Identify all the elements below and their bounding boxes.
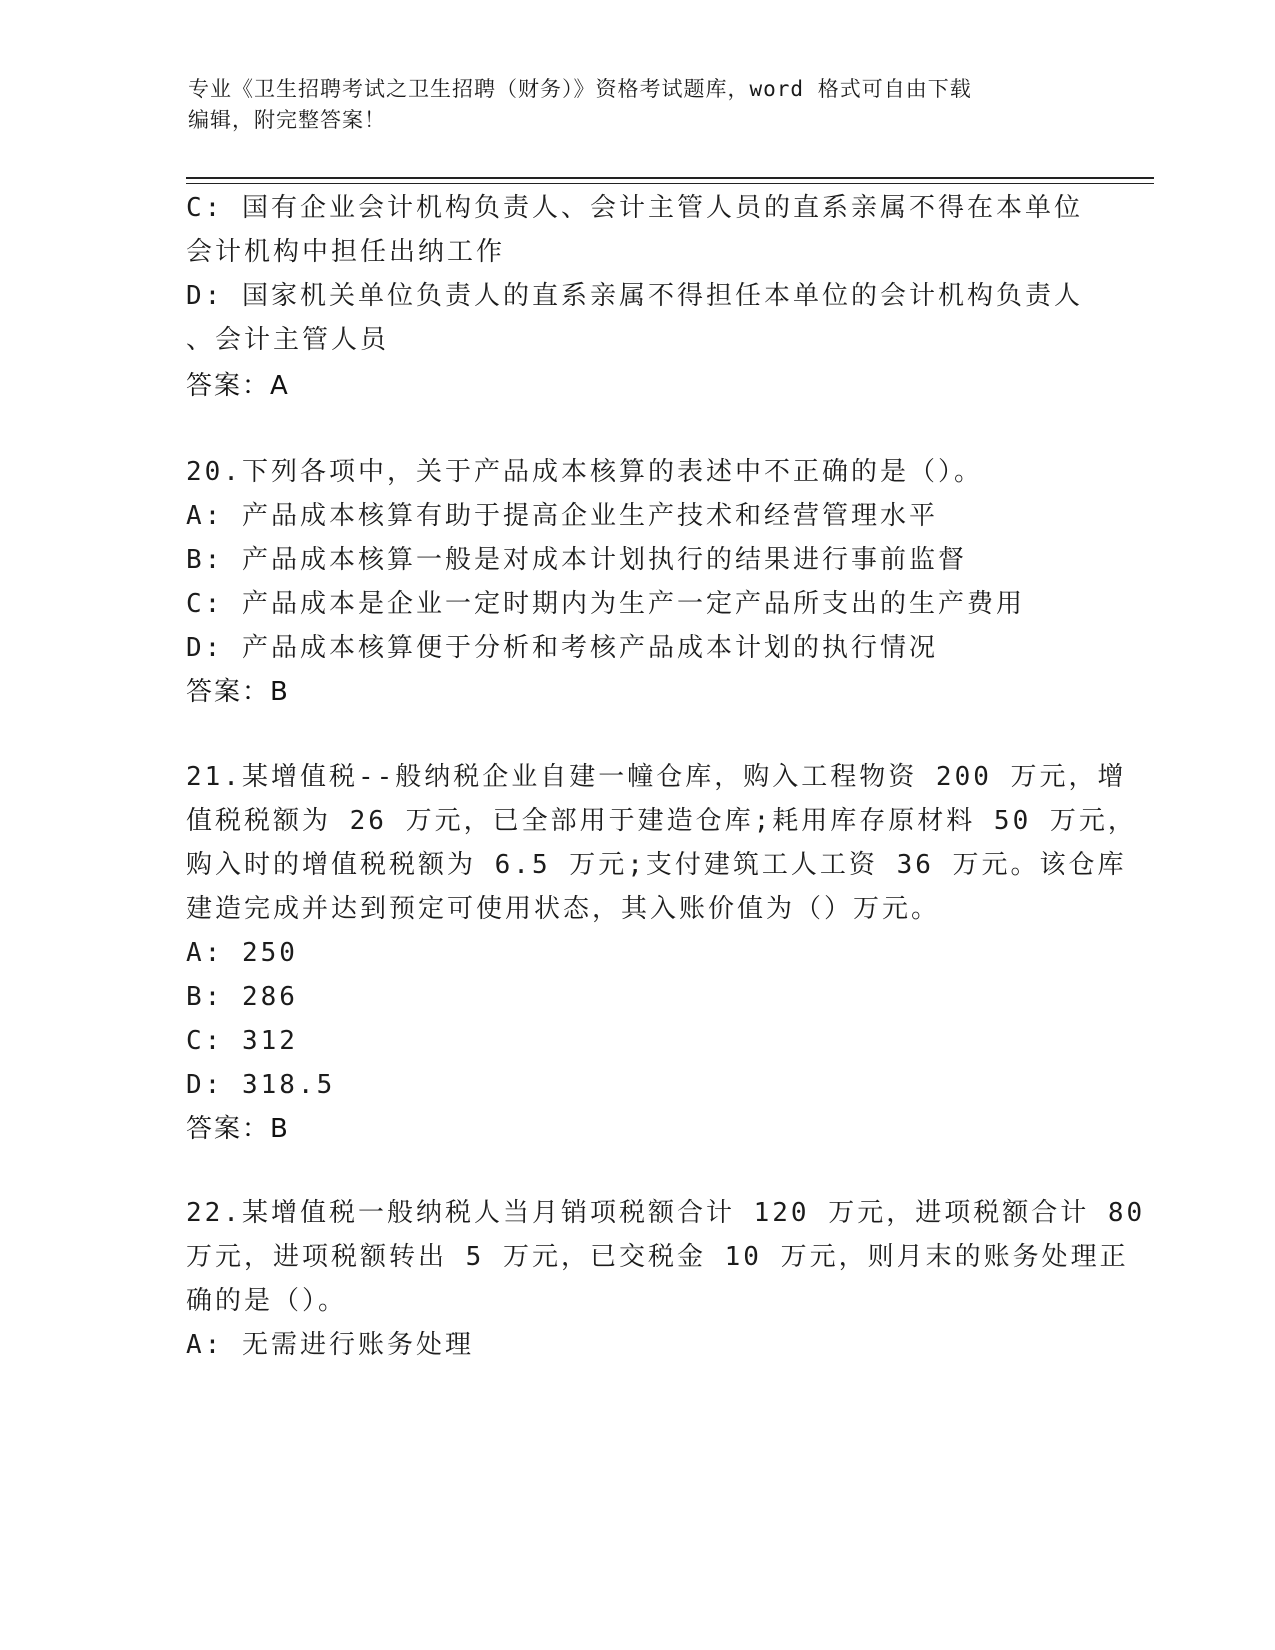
q21-option-c: C: 312 (186, 1026, 298, 1056)
q19-option-d-line-2: 、会计主管人员 (186, 325, 390, 355)
q20-option-c: C: 产品成本是企业一定时期内为生产一定产品所支出的生产费用 (186, 589, 1025, 619)
header-line-2: 编辑，附完整答案！ (188, 108, 386, 132)
q21-stem-line-2: 值税税额为 26 万元，已全部用于建造仓库;耗用库存原材料 50 万元， (186, 806, 1137, 836)
q20-option-d: D: 产品成本核算便于分析和考核产品成本计划的执行情况 (186, 633, 938, 663)
q19-option-c-line-1: C: 国有企业会计机构负责人、会计主管人员的直系亲属不得在本单位 (186, 193, 1083, 223)
document-header (188, 74, 1068, 136)
q22-stem-line-2: 万元，进项税额转出 5 万元，已交税金 10 万元，则月末的账务处理正 (186, 1242, 1129, 1272)
q21-answer: 答案：B (186, 1114, 290, 1144)
q21-option-d: D: 318.5 (186, 1070, 336, 1100)
q22-stem-line-1: 22.某增值税一般纳税人当月销项税额合计 120 万元，进项税额合计 80 (186, 1198, 1146, 1228)
header-divider-thick (186, 177, 1154, 179)
q21-option-a: A: 250 (186, 938, 298, 968)
q21-stem-line-1: 21.某增值税--般纳税企业自建一幢仓库，购入工程物资 200 万元，增 (186, 762, 1127, 792)
header-line-1: 专业《卫生招聘考试之卫生招聘（财务）》资格考试题库，word 格式可自由下载 (188, 77, 972, 101)
q20-option-a: A: 产品成本核算有助于提高企业生产技术和经营管理水平 (186, 501, 938, 531)
q21-stem-line-4: 建造完成并达到预定可使用状态，其入账价值为（）万元。 (186, 894, 941, 924)
q22-stem-line-3: 确的是（）。 (186, 1286, 348, 1316)
q20-option-b: B: 产品成本核算一般是对成本计划执行的结果进行事前监督 (186, 545, 967, 575)
q20-stem: 20.下列各项中，关于产品成本核算的表述中不正确的是（）。 (186, 457, 983, 487)
q21-option-b: B: 286 (186, 982, 298, 1012)
q22-option-a: A: 无需进行账务处理 (186, 1330, 474, 1360)
q19-option-d-line-1: D: 国家机关单位负责人的直系亲属不得担任本单位的会计机构负责人 (186, 281, 1083, 311)
q21-stem-line-3: 购入时的增值税税额为 6.5 万元;支付建筑工人工资 36 万元。该仓库 (186, 850, 1127, 880)
header-divider-thin (186, 183, 1154, 184)
q20-answer: 答案：B (186, 677, 290, 707)
q19-answer: 答案：A (186, 371, 290, 401)
q19-option-c-line-2: 会计机构中担任出纳工作 (186, 237, 506, 267)
